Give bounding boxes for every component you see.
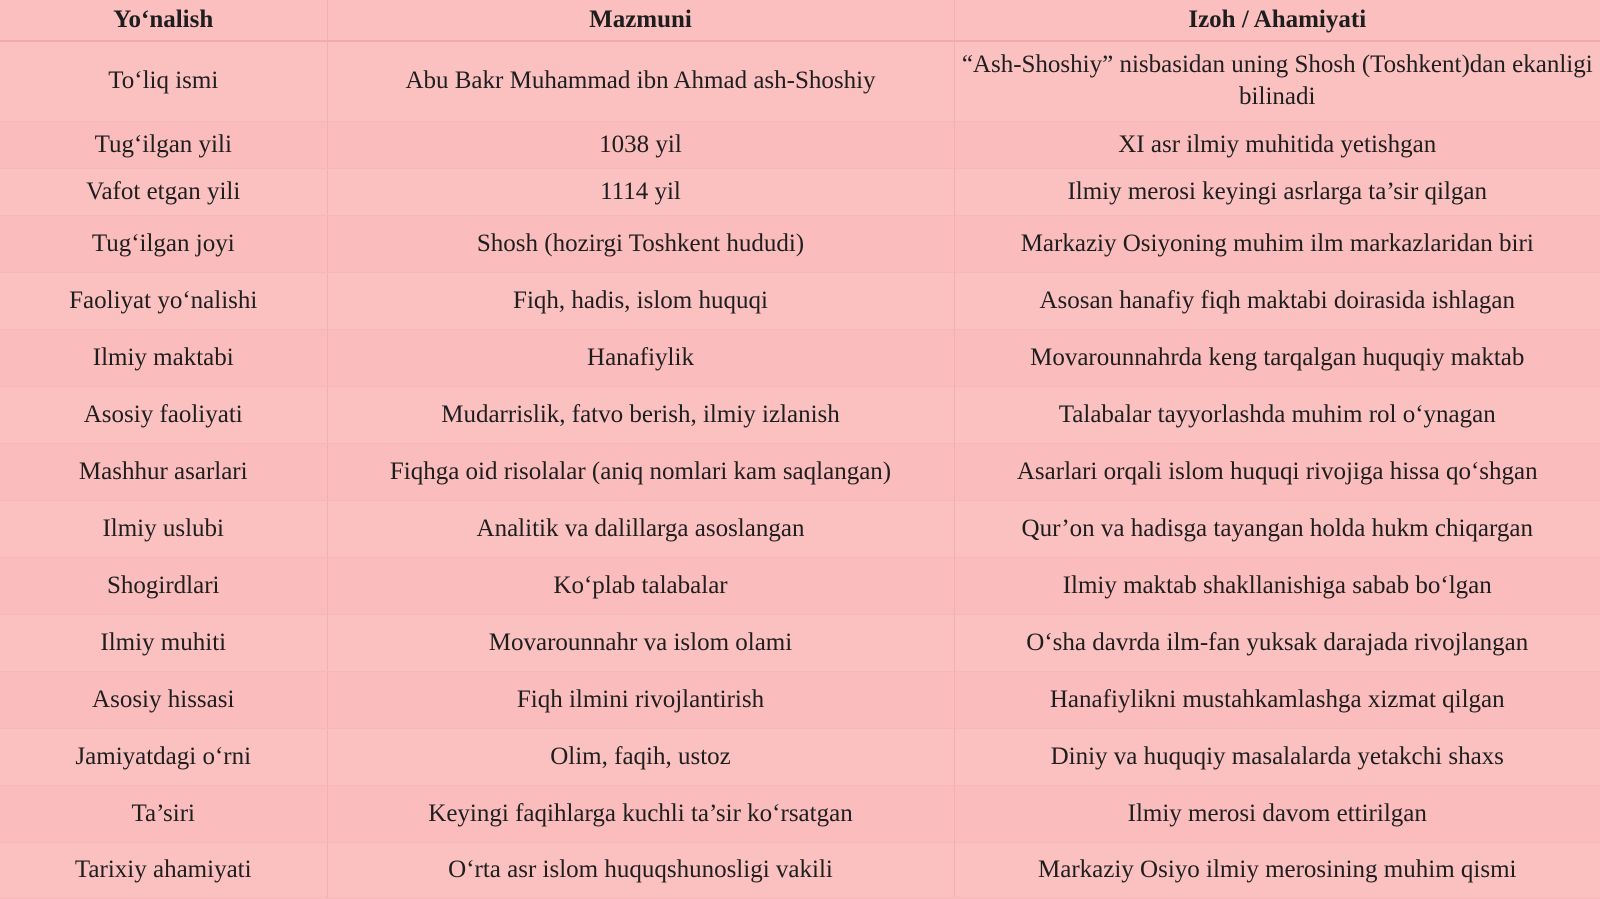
header-content: Mazmuni [327, 0, 954, 41]
cell-content: Fiqh ilmini rivojlantirish [327, 671, 954, 728]
table-row [0, 329, 1600, 386]
cell-note: Asosan hanafiy fiqh maktabi doirasida ishlagan [954, 272, 1600, 329]
table-row [0, 272, 1600, 329]
cell-note: Diniy va huquqiy masalalarda yetakchi shaxs [954, 728, 1600, 785]
cell-note: Movarounnahrda keng tarqalgan huquqiy maktab [954, 329, 1600, 386]
table-row [0, 728, 1600, 785]
cell-note: Hanafiylikni mustahkamlashga xizmat qilgan [954, 671, 1600, 728]
table-row [0, 614, 1600, 671]
cell-content: Hanafiylik [327, 329, 954, 386]
cell-content: Movarounnahr va islom olami [327, 614, 954, 671]
cell-direction: Jamiyatdagi o‘rni [0, 728, 327, 785]
cell-note: Asarlari orqali islom huquqi rivojiga hissa qo‘shgan [954, 443, 1600, 500]
cell-direction: Ilmiy muhiti [0, 614, 327, 671]
table-row [0, 842, 1600, 897]
table-row [0, 671, 1600, 728]
cell-direction: Asosiy hissasi [0, 671, 327, 728]
cell-direction: Asosiy faoliyati [0, 386, 327, 443]
cell-content: Analitik va dalillarga asoslangan [327, 500, 954, 557]
cell-content: Olim, faqih, ustoz [327, 728, 954, 785]
header-direction: Yo‘nalish [0, 0, 327, 41]
cell-content: Keyingi faqihlarga kuchli ta’sir ko‘rsatgan [327, 785, 954, 842]
cell-direction: Tug‘ilgan joyi [0, 215, 327, 272]
cell-direction: Vafot etgan yili [0, 168, 327, 215]
cell-note: Markaziy Osiyoning muhim ilm markazlaridan biri [954, 215, 1600, 272]
table-row [0, 500, 1600, 557]
cell-note: Ilmiy maktab shakllanishiga sabab bo‘lgan [954, 557, 1600, 614]
cell-content: Shosh (hozirgi Toshkent hududi) [327, 215, 954, 272]
cell-note: Talabalar tayyorlashda muhim rol o‘ynagan [954, 386, 1600, 443]
table-row [0, 121, 1600, 168]
cell-content: Ko‘plab talabalar [327, 557, 954, 614]
table-row [0, 215, 1600, 272]
table-row [0, 785, 1600, 842]
table-header-row [0, 0, 1600, 41]
cell-note: Ilmiy merosi davom ettirilgan [954, 785, 1600, 842]
cell-content: Fiqhga oid risolalar (aniq nomlari kam saqlangan) [327, 443, 954, 500]
cell-direction: Ta’siri [0, 785, 327, 842]
table-row [0, 557, 1600, 614]
cell-direction: Ilmiy maktabi [0, 329, 327, 386]
cell-direction: Tarixiy ahamiyati [0, 842, 327, 897]
header-note-significance: Izoh / Ahamiyati [954, 0, 1600, 41]
cell-direction: Shogirdlari [0, 557, 327, 614]
cell-content: Mudarrislik, fatvo berish, ilmiy izlanish [327, 386, 954, 443]
cell-direction: Ilmiy uslubi [0, 500, 327, 557]
cell-direction: To‘liq ismi [0, 41, 327, 121]
cell-content: Abu Bakr Muhammad ibn Ahmad ash-Shoshiy [327, 41, 954, 121]
cell-note: “Ash-Shoshiy” nisbasidan uning Shosh (Toshkent)dan ekanligi bilinadi [954, 41, 1600, 121]
cell-note: O‘sha davrda ilm-fan yuksak darajada rivojlangan [954, 614, 1600, 671]
cell-content: 1038 yil [327, 121, 954, 168]
table-row [0, 168, 1600, 215]
cell-content: Fiqh, hadis, islom huquqi [327, 272, 954, 329]
table-row [0, 443, 1600, 500]
table-row [0, 386, 1600, 443]
cell-direction: Tug‘ilgan yili [0, 121, 327, 168]
cell-content: 1114 yil [327, 168, 954, 215]
cell-note: Qur’on va hadisga tayangan holda hukm chiqargan [954, 500, 1600, 557]
cell-content: O‘rta asr islom huquqshunosligi vakili [327, 842, 954, 897]
cell-note: Ilmiy merosi keyingi asrlarga ta’sir qilgan [954, 168, 1600, 215]
cell-note: XI asr ilmiy muhitida yetishgan [954, 121, 1600, 168]
cell-direction: Mashhur asarlari [0, 443, 327, 500]
table-row [0, 41, 1600, 121]
cell-note: Markaziy Osiyo ilmiy merosining muhim qismi [954, 842, 1600, 897]
cell-direction: Faoliyat yo‘nalishi [0, 272, 327, 329]
